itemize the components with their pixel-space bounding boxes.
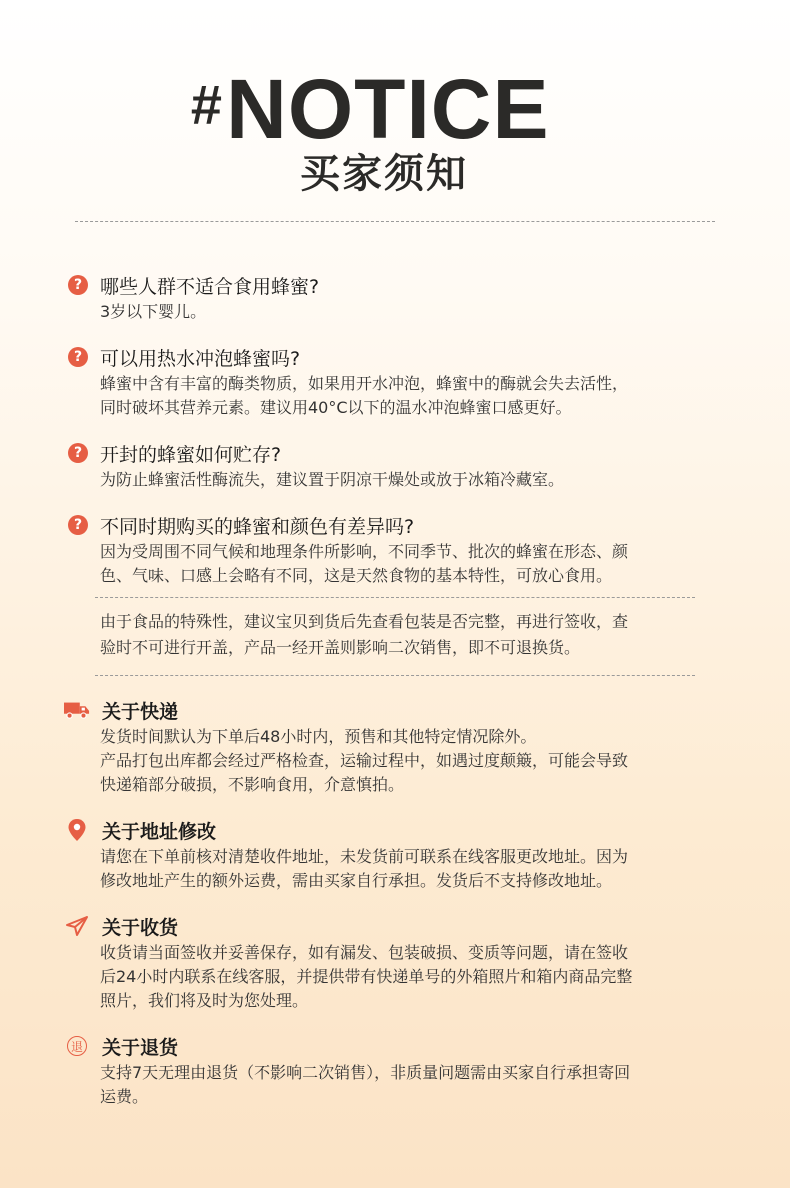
faq-question: 哪些人群不适合食用蜂蜜?: [100, 275, 320, 298]
section-line: 快递箱部分破损，不影响食用，介意慎拍。: [100, 775, 405, 794]
section-line: 收货请当面签收并妥善保存，如有漏发、包装破损、变质等问题，请在签收: [100, 943, 629, 962]
note-line: 由于食品的特殊性，建议宝贝到货后先查看包装是否完整，再进行签收，查: [100, 612, 629, 631]
question-icon: ?: [68, 275, 88, 295]
inspection-note: [100, 609, 700, 661]
section-line: 产品打包出库都会经过严格检查，运输过程中，如遇过度颠簸，可能会导致: [100, 751, 629, 770]
section-line: 支持7天无理由退货（不影响二次销售），非质量问题需由买家自行承担寄回: [100, 1063, 631, 1082]
location-pin-icon: [64, 818, 90, 842]
faq-answer-line: 3岁以下婴儿。: [100, 302, 207, 321]
send-arrow-icon: [64, 914, 90, 938]
faq-question: 开封的蜂蜜如何贮存?: [100, 443, 282, 466]
section-line: 修改地址产生的额外运费，需由买家自行承担。发货后不支持修改地址。: [100, 871, 613, 890]
faq-item: [68, 342, 718, 420]
return-badge-icon: 退: [64, 1034, 90, 1058]
section-receiving: [68, 911, 718, 1013]
section-address: [68, 815, 718, 893]
note-divider-top: [95, 597, 695, 598]
header-divider: [75, 221, 715, 222]
section-line: 运费。: [100, 1087, 149, 1106]
section-title: 关于收货: [102, 916, 179, 939]
page-title-en: [190, 60, 610, 154]
faq-item: [68, 438, 718, 492]
note-divider-bottom: [95, 675, 695, 676]
section-shipping: [68, 695, 718, 797]
faq-item: [68, 270, 718, 324]
section-title: 关于快递: [102, 700, 179, 723]
section-title: 关于退货: [102, 1036, 179, 1059]
notice-title: NOTICE: [226, 62, 550, 156]
faq-answer-line: 蜂蜜中含有丰富的酶类物质，如果用开水冲泡，蜂蜜中的酶就会失去活性，: [100, 374, 629, 393]
faq-item: [68, 510, 718, 588]
section-line: 请您在下单前核对清楚收件地址，未发货前可联系在线客服更改地址。因为: [100, 847, 629, 866]
section-line: 照片，我们将及时为您处理。: [100, 991, 309, 1010]
section-line: 发货时间默认为下单后48小时内，预售和其他特定情况除外。: [100, 727, 537, 746]
page-title-cn: 买家须知: [300, 151, 468, 197]
faq-answer-line: 色、气味、口感上会略有不同，这是天然食物的基本特性，可放心食用。: [100, 566, 613, 585]
section-returns: [68, 1031, 718, 1109]
hash-symbol: #: [190, 73, 223, 136]
faq-question: 可以用热水冲泡蜂蜜吗?: [100, 347, 301, 370]
question-icon: ?: [68, 347, 88, 367]
section-line: 后24小时内联系在线客服，并提供带有快递单号的外箱照片和箱内商品完整: [100, 967, 633, 986]
faq-answer-line: 同时破坏其营养元素。建议用40°C以下的温水冲泡蜂蜜口感更好。: [100, 398, 572, 417]
question-icon: ?: [68, 443, 88, 463]
faq-answer-line: 为防止蜂蜜活性酶流失，建议置于阴凉干燥处或放于冰箱冷藏室。: [100, 470, 565, 489]
faq-answer-line: 因为受周围不同气候和地理条件所影响，不同季节、批次的蜂蜜在形态、颜: [100, 542, 629, 561]
truck-icon: [64, 698, 90, 722]
faq-question: 不同时期购买的蜂蜜和颜色有差异吗?: [100, 515, 415, 538]
question-icon: ?: [68, 515, 88, 535]
note-line: 验时不可进行开盖，产品一经开盖则影响二次销售，即不可退换货。: [100, 638, 581, 657]
section-title: 关于地址修改: [102, 820, 217, 843]
